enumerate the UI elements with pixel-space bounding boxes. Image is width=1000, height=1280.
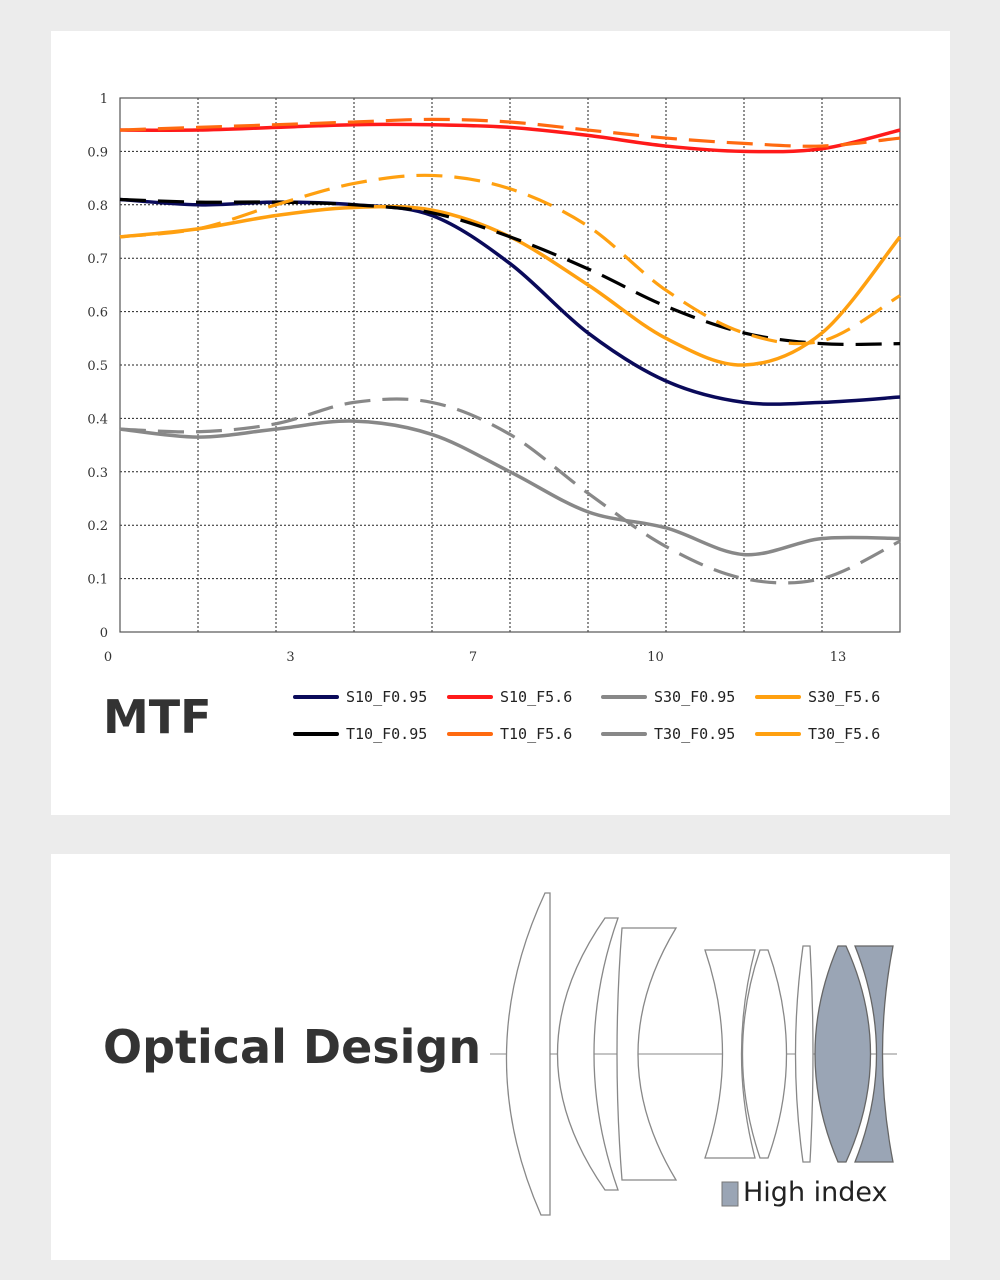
legend-label: T30_F5.6 — [808, 725, 881, 743]
legend-label: S30_F5.6 — [808, 688, 881, 706]
chart-legend — [295, 688, 880, 743]
y-tick-label: 0.1 — [87, 572, 108, 588]
y-tick-label: 0 — [99, 626, 108, 641]
y-tick-label: 0.7 — [87, 252, 108, 268]
x-tick-label: 3 — [286, 650, 295, 665]
legend-label: S10_F0.95 — [346, 688, 428, 706]
mtf-title: MTF — [103, 690, 212, 744]
y-tick-label: 0.4 — [87, 412, 108, 428]
optical-design-title: Optical Design — [103, 1020, 482, 1074]
legend-label: S30_F0.95 — [654, 688, 736, 706]
legend-label: T10_F5.6 — [500, 725, 573, 743]
y-tick-label: 0.6 — [87, 305, 108, 321]
y-tick-label: 0.5 — [87, 359, 108, 374]
high-index-label: High index — [743, 1177, 888, 1208]
chart-grid — [120, 98, 900, 632]
x-tick-label: 13 — [829, 650, 847, 665]
y-tick-label: 0.9 — [87, 145, 108, 161]
legend-label: S10_F5.6 — [500, 688, 573, 706]
y-tick-label: 0.8 — [87, 198, 108, 214]
x-tick-label: 10 — [647, 650, 664, 665]
y-tick-label: 0.2 — [87, 519, 108, 535]
x-tick-label: 0 — [103, 650, 113, 665]
legend-label: T30_F0.95 — [654, 725, 736, 743]
y-tick-label: 1 — [99, 92, 108, 107]
x-tick-label: 7 — [468, 650, 478, 665]
y-tick-label: 0.3 — [87, 465, 108, 481]
legend-label: T10_F0.95 — [346, 725, 428, 743]
